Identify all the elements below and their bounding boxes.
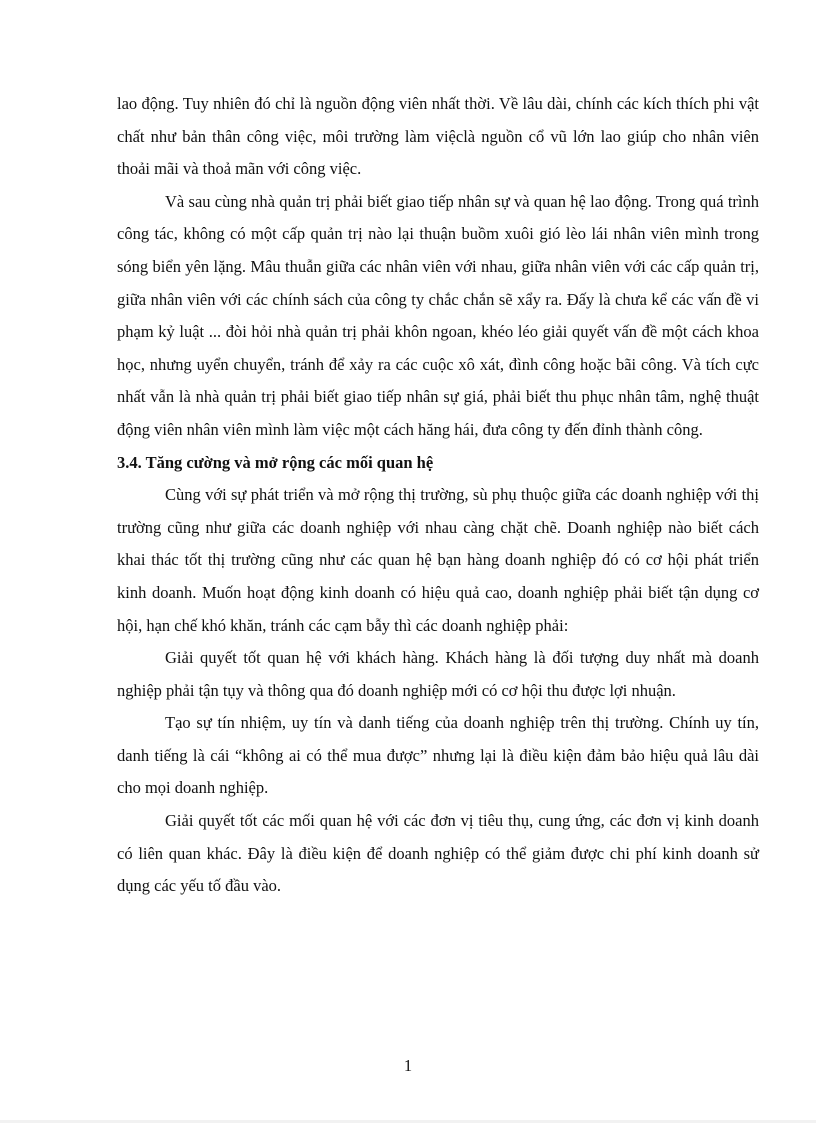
paragraph-market-development: Cùng với sự phát triển và mở rộng thị trường, sù phụ thuộc giữa các doanh nghiệp với thị trường cũng như giữa các doanh nghiệp với nhau càng chặt chẽ. Doanh nghiệp nào biết cách khai thác tốt thị trường cũng như các quan hệ bạn hàng doanh nghiệp đó có cơ hội phát triển kinh doanh. Muốn hoạt động kinh doanh có hiệu quả cao, doanh nghiệp phải biết tận dụng cơ hội, hạn chế khó khăn, tránh các cạm bẫy thì các doanh nghiệp phải: xyxy=(117,485,759,635)
paragraph-customer-relations: Giải quyết tốt quan hệ với khách hàng. Khách hàng là đối tượng duy nhất mà doanh nghiệp phải tận tụy và thông qua đó doanh nghiệp mới có cơ hội thu được lợi nhuận. xyxy=(117,648,759,700)
paragraph-continuation: lao động. Tuy nhiên đó chỉ là nguồn động viên nhất thời. Về lâu dài, chính các kích thích phi vật chất như bản thân công việc, môi trường làm việclà nguồn cổ vũ lớn lao giúp cho nhân viên thoải mãi và thoả mãn với công việc. xyxy=(117,94,759,179)
paragraph-communication: Và sau cùng nhà quản trị phải biết giao tiếp nhân sự và quan hệ lao động. Trong quá trình công tác, không có một cấp quản trị nào lại thuận buồm xuôi gió lèo lái nhân viên mình trong sóng biển yên lặng. Mâu thuẫn giữa các nhân viên với nhau, giữa nhân viên với các cấp quản trị, giữa nhân viên với các chính sách của công ty chắc chắn sẽ xẩy ra. Đấy là chưa kể các vấn đề vi phạm kỷ luật ... đòi hỏi nhà quản trị phải khôn ngoan, khéo léo giải quyết vấn đề một cách khoa học, nhưng uyển chuyển, tránh để xảy ra các cuộc xô xát, đình công hoặc bãi công. Và tích cực nhất vẫn là nhà quản trị phải biết giao tiếp nhân sự giá, phải biết thu phục nhân tâm, nghệ thuật động viên nhân viên mình làm việc một cách hăng hái, đưa công ty đến đỉnh thành công. xyxy=(117,191,759,439)
page-number: 1 xyxy=(403,1056,413,1075)
paragraph-supplier-relations: Giải quyết tốt các mối quan hệ với các đơn vị tiêu thụ, cung ứng, các đơn vị kinh doanh có liên quan khác. Đây là điều kiện để doanh nghiệp có thể giảm được chi phí kinh doanh sử dụng các yếu tố đầu vào. xyxy=(117,811,759,896)
document-body xyxy=(117,88,759,903)
section-heading: 3.4. Tăng cường và mở rộng các mối quan hệ xyxy=(117,452,434,472)
paragraph-reputation: Tạo sự tín nhiệm, uy tín và danh tiếng của doanh nghiệp trên thị trường. Chính uy tín, danh tiếng là cái “không ai có thể mua được” nhưng lại là điều kiện đảm bảo hiệu quả lâu dài cho mọi doanh nghiệp. xyxy=(117,713,759,798)
